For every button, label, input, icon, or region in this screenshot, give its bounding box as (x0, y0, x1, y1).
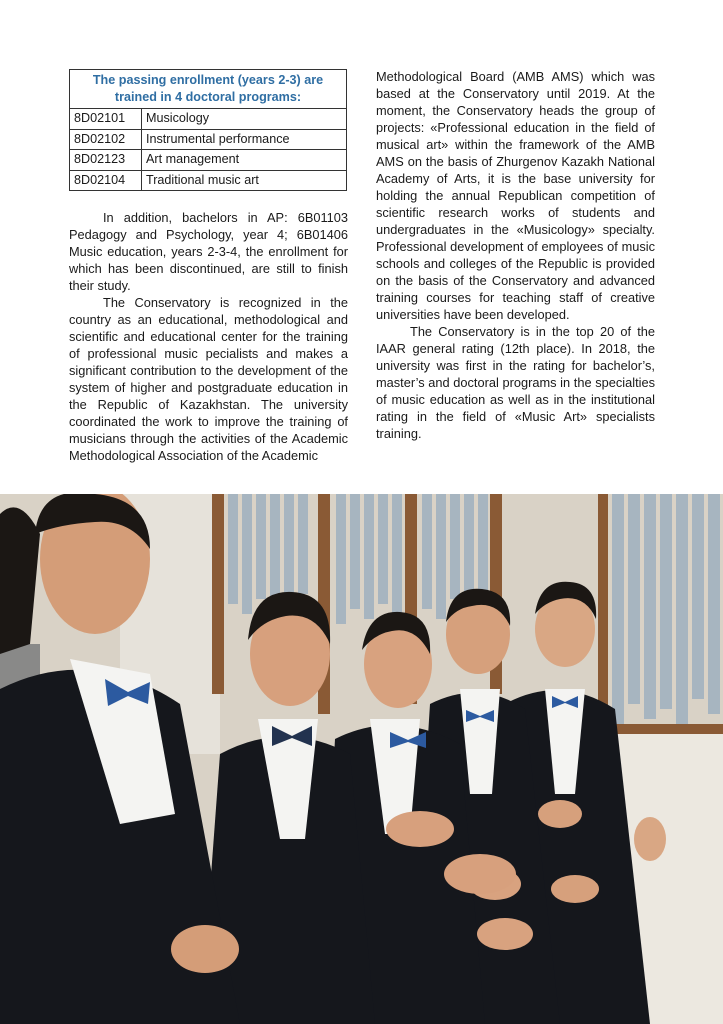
program-name: Traditional music art (142, 170, 347, 191)
table-row (70, 170, 347, 191)
table-row (70, 150, 347, 171)
program-code: 8D02123 (70, 150, 142, 171)
singers-photo (0, 494, 723, 1024)
singers-illustration (0, 494, 723, 1024)
paragraph-bachelors: In addition, bachelors in AP: 6B01103 Pedagogy and Psychology, year 4; 6B01406 Music education, years 2-3-4, the enrollment for which has been discontinued, are still to finish their study. (69, 210, 348, 293)
paragraph-recognition: The Conservatory is recognized in the country as an educational, methodological and scientific and educational center for the training of professional music pecialists and makes a significant contribution to the development of the system of higher and postgraduate education in the Republic of Kazakhstan. The university coordinated the work to improve the training of musicians through the activities of the Academic Methodological Association of the Academic (69, 295, 348, 463)
paragraph-methodological-board: Methodological Board (AMB AMS) which was based at the Conservatory until 2019. At the moment, the Conservatory heads the group of projects: «Professional education in the field of musical art» within the framework of the AMB AMS on the basis of Zhurgenov Kazakh National Academy of Arts, it is the base university for holding the annual Republican competition of scientific research works of students and undergraduates in the «Musicology» specialty. Professional development of employees of music schools and colleges of the Republic is provided on the basis of the Conservatory and advanced training courses for teaching staff of creative universities have been developed. (376, 69, 655, 322)
right-text-column (376, 68, 655, 442)
program-code: 8D02102 (70, 129, 142, 150)
program-code: 8D02101 (70, 109, 142, 130)
table-row (70, 109, 347, 130)
left-text-column (69, 209, 348, 464)
program-code: 8D02104 (70, 170, 142, 191)
paragraph-rating: The Conservatory is in the top 20 of the IAAR general rating (12th place). In 2018, the university was first in the rating for bachelor’s, master’s and doctoral programs in the specialties of music education as well as in the institutional rating in the field of «Music Art» specialists training. (376, 324, 655, 441)
program-name: Instrumental performance (142, 129, 347, 150)
enrollment-table-header: The passing enrollment (years 2-3) are trained in 4 doctoral programs: (70, 70, 347, 109)
program-name: Musicology (142, 109, 347, 130)
program-name: Art management (142, 150, 347, 171)
enrollment-table (69, 69, 347, 191)
table-row (70, 129, 347, 150)
